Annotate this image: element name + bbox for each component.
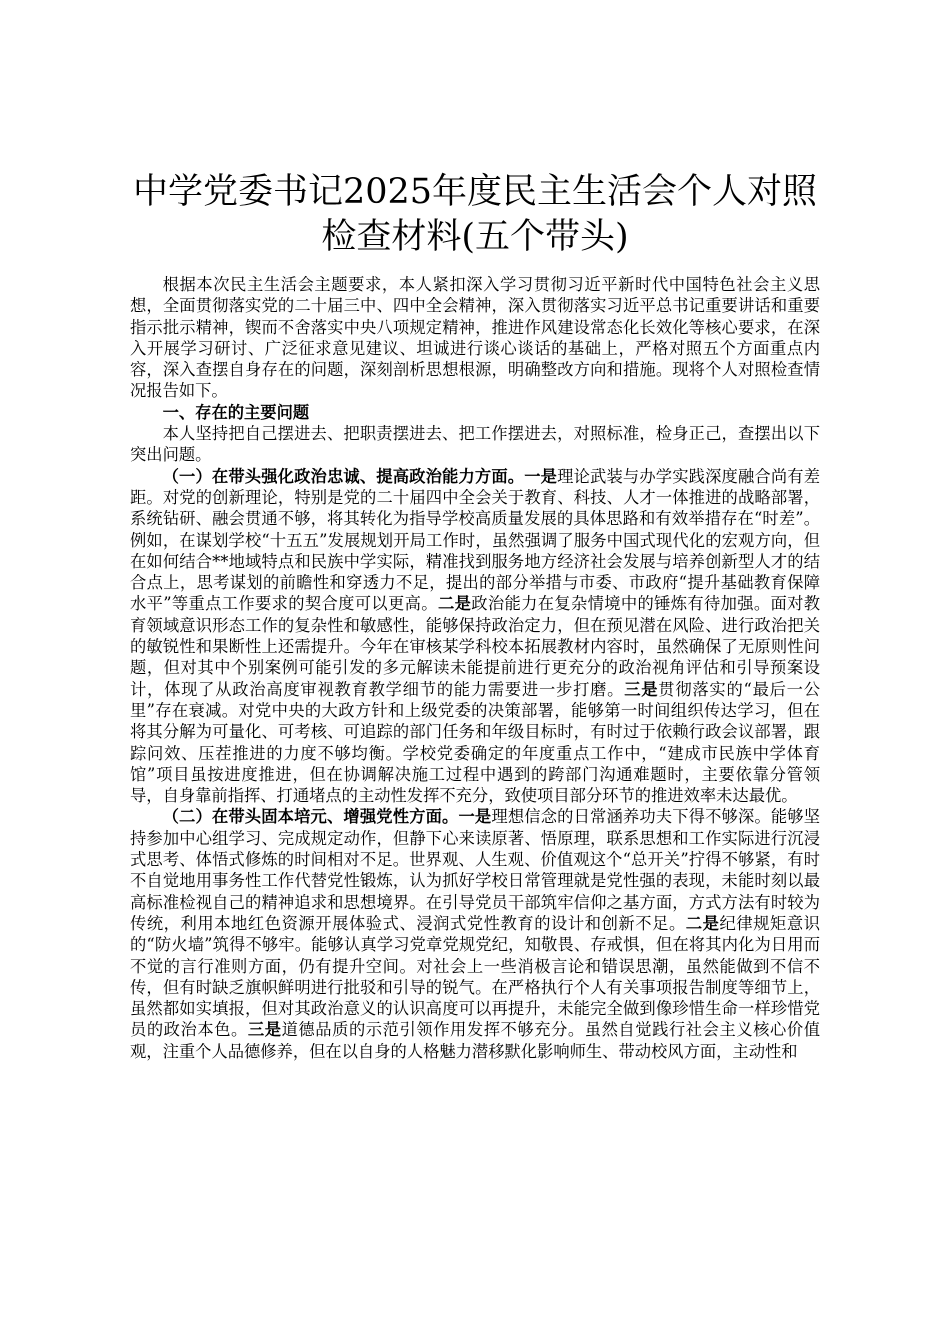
- document-title: [130, 0, 820, 260]
- point-marker: 三是: [624, 679, 659, 699]
- point-text: 纪律规矩意识的“防火墙”筑得不够牢。能够认真学习党章党规党纪，知敬畏、存戒惧，但在将其内化为日用而不觉的言行准则方面，仍有提升空间。对社会上一些消极言论和错误思潮，虽然能做到不信不传，但有时缺乏旗帜鲜明进行批驳和引导的锐气。在严格执行个人有关事项报告制度等细节上，虽然都如实填报，但对其政治意义的认识高度可以再提升，未能完全做到像珍惜生命一样珍惜党员的政治本色。: [130, 913, 820, 1040]
- document-body: [130, 274, 820, 1062]
- point-text: 贯彻落实的“最后一公里”存在衰减。对党中央的大政方针和上级党委的决策部署，能够第一时间组织传达学习，但在将其分解为可量化、可考核、可追踪的部门任务和年级目标时，有时过于依赖行政会议部署，跟踪问效、压茬推进的力度不够均衡。学校党委确定的年度重点工作中，“建成市民族中学体育馆”项目虽按进度推进，但在协调解决施工过程中遇到的跨部门沟通难题时，主要依靠分管领导，自身靠前指挥、打通堵点的主动性发挥不充分，致使项目部分环节的推进效率未达最优。: [130, 679, 820, 806]
- point-marker: 二是: [437, 594, 472, 614]
- section-lead-paragraph: 本人坚持把自己摆进去、把职责摆进去、把工作摆进去，对照标准，检身正己，查摆出以下突出问题。: [130, 424, 820, 465]
- subsection-heading: （二）在带头固本培元、增强党性方面。: [162, 807, 459, 827]
- point-text: 政治能力在复杂情境中的锤炼有待加强。面对教育领域意识形态工作的复杂性和敏感性，能够保持政治定力，但在预见潜在风险、进行政治把关的敏锐性和果断性上还需提升。今年在审核某学科校本拓展教材内容时，虽然确保了无原则性问题，但对其中个别案例可能引发的多元解读未能提前进行更充分的政治视角评估和引导预案设计，体现了从政治高度审视教育教学细节的能力需要进一步打磨。: [130, 594, 820, 699]
- subsection-heading: （一）在带头强化政治忠诚、提高政治能力方面。: [162, 466, 525, 486]
- intro-paragraph: 根据本次民主生活会主题要求，本人紧扣深入学习贯彻习近平新时代中国特色社会主义思想，全面贯彻落实党的二十届三中、四中全会精神，深入贯彻落实习近平总书记重要讲话和重要指示批示精神，锲而不舍落实中央八项规定精神，推进作风建设常态化长效化等核心要求，在深入开展学习研讨、广泛征求意见建议、坦诚进行谈心谈话的基础上，严格对照五个方面重点内容，深入查摆自身存在的问题，深刻剖析思想根源，明确整改方向和措施。现将个人对照检查情况报告如下。: [130, 275, 820, 401]
- point-marker: 二是: [685, 913, 720, 933]
- point-marker: 一是: [458, 807, 492, 827]
- section-heading: 一、存在的主要问题: [162, 402, 310, 422]
- title-line-1: 中学党委书记2025年度民主生活会个人对照: [132, 172, 818, 212]
- problem-paragraph-2: [130, 806, 820, 1062]
- point-marker: 三是: [247, 1020, 282, 1040]
- point-text: 道德品质的示范引领作用发挥不够充分。虽然自觉践行社会主义核心价值观，注重个人品德修养，但在以自身的人格魅力潜移默化影响师生、带动校风方面，主动性和: [130, 1020, 820, 1061]
- title-line-2: 检查材料(五个带头): [321, 217, 629, 257]
- point-text: 理想信念的日常涵养功夫下得不够深。能够坚持参加中心组学习、完成规定动作，但静下心来读原著、悟原理，联系思想和工作实际进行沉浸式思考、体悟式修炼的时间相对不足。世界观、人生观、价值观这个“总开关”拧得不够紧，有时不自觉地用事务性工作代替党性锻炼，认为抓好学校日常管理就是党性强的表现，未能时刻以最高标准检视自己的精神追求和思想境界。在引导党员干部筑牢信仰之基方面，方式方法有时较为传统，利用本地红色资源开展体验式、浸润式党性教育的设计和创新不足。: [130, 807, 820, 933]
- point-marker: 一是: [524, 466, 558, 486]
- point-text: 理论武装与办学实践深度融合尚有差距。对党的创新理论，特别是党的二十届四中全会关于教育、科技、人才一体推进的战略部署，系统钻研、融会贯通不够，将其转化为指导学校高质量发展的具体思路和有效举措存在“时差”。例如，在谋划学校“十五五”发展规划开局工作时，虽然强调了服务中国式现代化的宏观方向，但在如何结合**地域特点和民族中学实际，精准找到服务地方经济社会发展与培养创新型人才的结合点上，思考谋划的前瞻性和穿透力不足，提出的部分举措与市委、市政府“提升基础教育保障水平”等重点工作要求的契合度可以更高。: [130, 466, 820, 614]
- problem-paragraph-1: [130, 466, 820, 807]
- document-page: [130, 0, 820, 1062]
